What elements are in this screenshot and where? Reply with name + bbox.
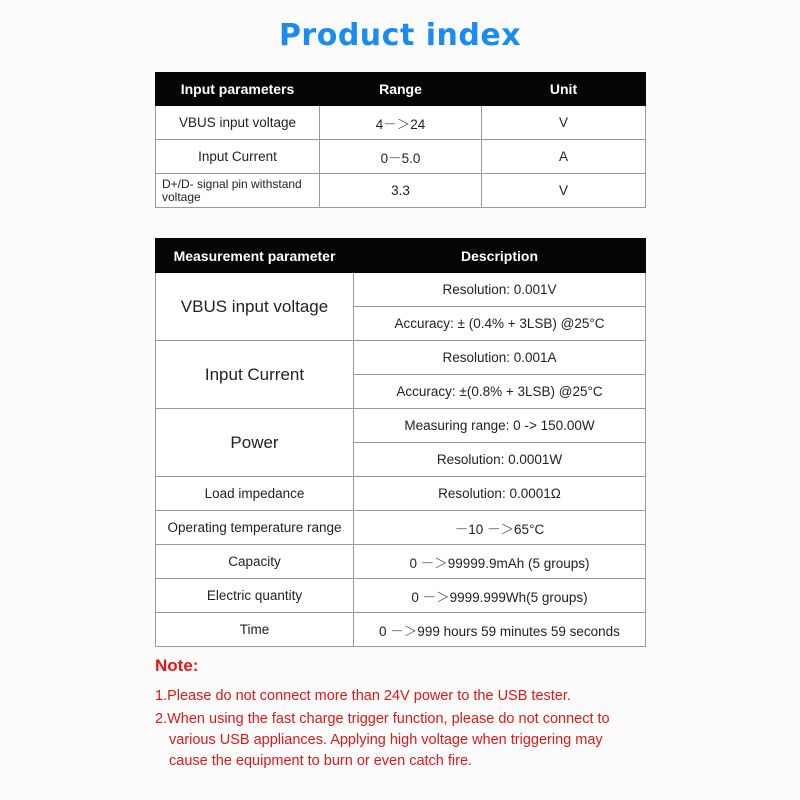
desc-cell: Accuracy: ± (0.4% + 3LSB) @25°C	[354, 307, 646, 341]
param-cell: Input Current	[156, 341, 354, 409]
table-row	[156, 477, 646, 511]
param-cell: Time	[156, 613, 354, 647]
column-header: Input parameters	[156, 73, 320, 106]
table-header-row	[156, 73, 646, 106]
table-row	[156, 174, 646, 208]
desc-cell: Resolution: 0.0001W	[354, 443, 646, 477]
note-line-1: 1.Please do not connect more than 24V power to the USB tester.	[155, 688, 571, 704]
table-row	[156, 273, 646, 307]
table-row	[156, 140, 646, 174]
table-row	[156, 106, 646, 140]
unit-cell: V	[482, 106, 646, 140]
table-row	[156, 511, 646, 545]
desc-cell: 0 －＞999 hours 59 minutes 59 seconds	[354, 613, 646, 647]
table-row	[156, 545, 646, 579]
desc-cell: Resolution: 0.001A	[354, 341, 646, 375]
param-cell: Electric quantity	[156, 579, 354, 613]
range-cell: 3.3	[320, 174, 482, 208]
note-line-2: 2.When using the fast charge trigger function, please do not connect to	[155, 711, 610, 727]
param-cell: Power	[156, 409, 354, 477]
table-row	[156, 409, 646, 443]
range-cell: 4－＞24	[320, 106, 482, 140]
desc-cell: Accuracy: ±(0.8% + 3LSB) @25°C	[354, 375, 646, 409]
desc-cell: Measuring range: 0 -> 150.00W	[354, 409, 646, 443]
param-cell: Input Current	[156, 140, 320, 174]
input-parameters-table	[155, 72, 646, 208]
table-header-row	[156, 239, 646, 273]
desc-cell: 0 －＞9999.999Wh(5 groups)	[354, 579, 646, 613]
param-cell: Operating temperature range	[156, 511, 354, 545]
unit-cell: A	[482, 140, 646, 174]
param-cell: VBUS input voltage	[156, 273, 354, 341]
page-title: Product index	[278, 18, 522, 53]
column-header: Range	[320, 73, 482, 106]
desc-cell: －10 －＞65°C	[354, 511, 646, 545]
param-cell: VBUS input voltage	[156, 106, 320, 140]
desc-cell: Resolution: 0.001V	[354, 273, 646, 307]
note-line-2-cont: various USB appliances. Applying high voltage when triggering may	[169, 732, 603, 748]
param-cell: D+/D- signal pin withstand voltage	[156, 174, 320, 208]
table-row	[156, 341, 646, 375]
column-header: Measurement parameter	[156, 239, 354, 273]
desc-cell: Resolution: 0.0001Ω	[354, 477, 646, 511]
table-row	[156, 613, 646, 647]
unit-cell: V	[482, 174, 646, 208]
notes-section	[155, 656, 795, 772]
column-header: Description	[354, 239, 646, 273]
column-header: Unit	[482, 73, 646, 106]
table-row	[156, 579, 646, 613]
measurement-parameters-table	[155, 238, 646, 647]
range-cell: 0－5.0	[320, 140, 482, 174]
desc-cell: 0 －＞99999.9mAh (5 groups)	[354, 545, 646, 579]
note-line-2-cont: cause the equipment to burn or even catch fire.	[169, 753, 473, 769]
note-title: Note:	[155, 656, 199, 675]
param-cell: Load impedance	[156, 477, 354, 511]
param-cell: Capacity	[156, 545, 354, 579]
